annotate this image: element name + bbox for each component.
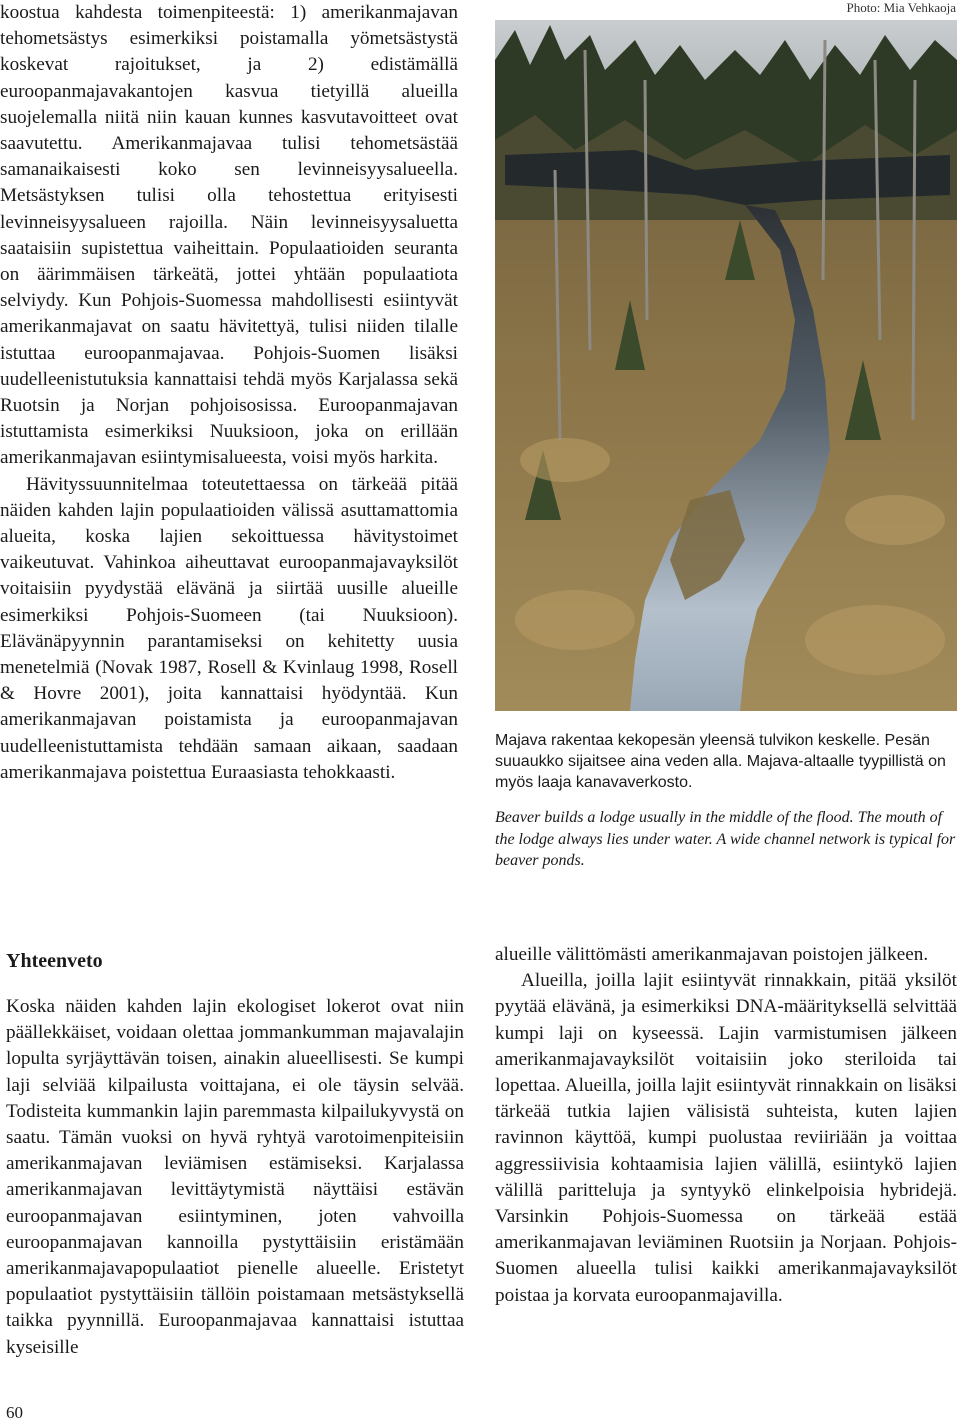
body-text-right-bottom (495, 942, 957, 1309)
section-heading: Yhteenveto (6, 950, 103, 972)
paragraph: Alueilla, joilla lajit esiintyvät rinnakkain, pitää yksilöt pyytää elävänä, ja esimerkiksi DNA-määrityksellä selvittää kumpi laji on kyseessä. Lajin varmistumisen jälkeen amerikanmajavayksilöt voitaisiin joko steriloida tai lopettaa. Alueilla, joilla lajit esiintyvät rinnakkain on lisäksi tärkeää tutkia lajien välisistä suhteista, kuten lajien ravinnon käyttöä, kumpi puolustaa reviiriään ja voittaa aggressiivisia kohtaamisia lajien välillä, esiintykö lajien välillä paritteluja ja syntyykö elinkelpoisia hybridejä. Varsinkin Pohjois-Suomessa on tärkeää estää amerikanmajavan leviäminen Ruotsiin ja Norjaan. Pohjois-Suomen alueella tulisi kaikki amerikanmajavayksilöt poistaa ja korvata euroopanmajavilla. (495, 970, 957, 1306)
photo-caption-english: Beaver builds a lodge usually in the middle of the flood. The mouth of the lodge always lies under water. A wide channel network is typical for beaver ponds. (495, 809, 956, 869)
paragraph: Koska näiden kahden lajin ekologiset lokerot ovat niin päällekkäiset, voidaan olettaa jommankumman majavalajin lopulta syrjäyttävän toisen, ainakin alueellisesti. Se kumpi laji selviää kilpailusta voittajana, ei ole täysin selvää. Todisteita kummankin lajin paremmasta kilpailukyvystä on saatu. Tämän vuoksi on hyvä ryhtyä varotoimenpiteisiin amerikanmajavan leviämisen estämiseksi. Karjalassa amerikanmajavan levittäytymistä näyttäisi estävän euroopanmajavan esiintyminen, joten vahvoilla euroopanmajavan kannoilla pystyttäisiin eristämään amerikanmajavapopulaatiot pienelle alueelle. Eristetyt populaatiot pystyttäisiin tällöin poistamaan metsästyksellä taikka pyynnillä. Euroopanmajavaa kannattaisi istuttaa kyseisille (6, 996, 464, 1358)
photo-caption-finnish: Majava rakentaa kekopesän yleensä tulvikon keskelle. Pesän suuaukko sijaitsee aina veden alla. Majava-altaalle tyypillistä on myös laaja kanavaverkosto. (495, 732, 946, 791)
page-number: 60 (6, 1403, 23, 1422)
photo-credit: Photo: Mia Vehkaoja (846, 0, 956, 15)
body-text-left-bottom (6, 994, 464, 1361)
paragraph: Hävityssuunnitelmaa toteutettaessa on tärkeää pitää näiden kahden lajin populaatioiden välissä asuttamattomia alueita, koska lajien sekoittuessa hävitystoimet vaikeutuvat. Vahinkoa aiheuttavat euroopanmajavayksilöt voitaisiin pyydystää elävänä ja siirtää uusille alueille esimerkiksi Pohjois-Suomeen (tai Nuuksioon). Elävänäpyynnin parantamiseksi on kehitetty uusia menetelmiä (Novak 1987, Rosell & Kvinlaug 1998, Rosell & Hovre 2001), joita kannattaisi hyödyntää. Kun amerikanmajavan poistamista ja euroopanmajavan uudelleenistuttamista tehdään samaan aikaan, saadaan amerikanmajava poistettua Euraasiasta tehokkaasti. (0, 473, 458, 783)
paragraph: alueille välittömästi amerikanmajavan poistojen jälkeen. (495, 944, 929, 965)
beaver-pond-photo (495, 20, 957, 711)
body-text-left-top (0, 0, 458, 786)
paragraph: koostua kahdesta toimenpiteestä: 1) amerikanmajavan tehometsästys esimerkiksi poistamalla yömetsästystä koskevat rajoitukset, ja 2) edistämällä euroopanmajavakantojen kasvua tietyillä alueilla suojelemalla niitä niin kauan kunnes kasvutavoitteet ovat saavutettu. Amerikanmajavaa tulisi tehometsästää samanaikaisesti koko sen levinneisyysalueella. Metsästyksen tulisi olla tehostettua erityisesti levinneisyysalueen rajoilla. Näin levinneisyysaluetta saataisiin supistettua vaiheittain. Populaatioiden seuranta on äärimmäisen tärkeätä, jottei yhtään populaatiota selviydy. Kun Pohjois-Suomessa mahdollisesti esiintyvät amerikanmajavat on saatu hävitettyä, tulisi niiden tilalle istuttaa euroopanmajavaa. Pohjois-Suomen lisäksi uudelleenistutuksia kannattaisi tehdä myös Karjalassa sekä Ruotsin ja Norjan pohjoisosissa. Euroopanmajavan istuttamista esimerkiksi Nuuksioon, joka on erillään amerikanmajavan esiintymisalueesta, voisi myös harkita. (0, 2, 458, 469)
